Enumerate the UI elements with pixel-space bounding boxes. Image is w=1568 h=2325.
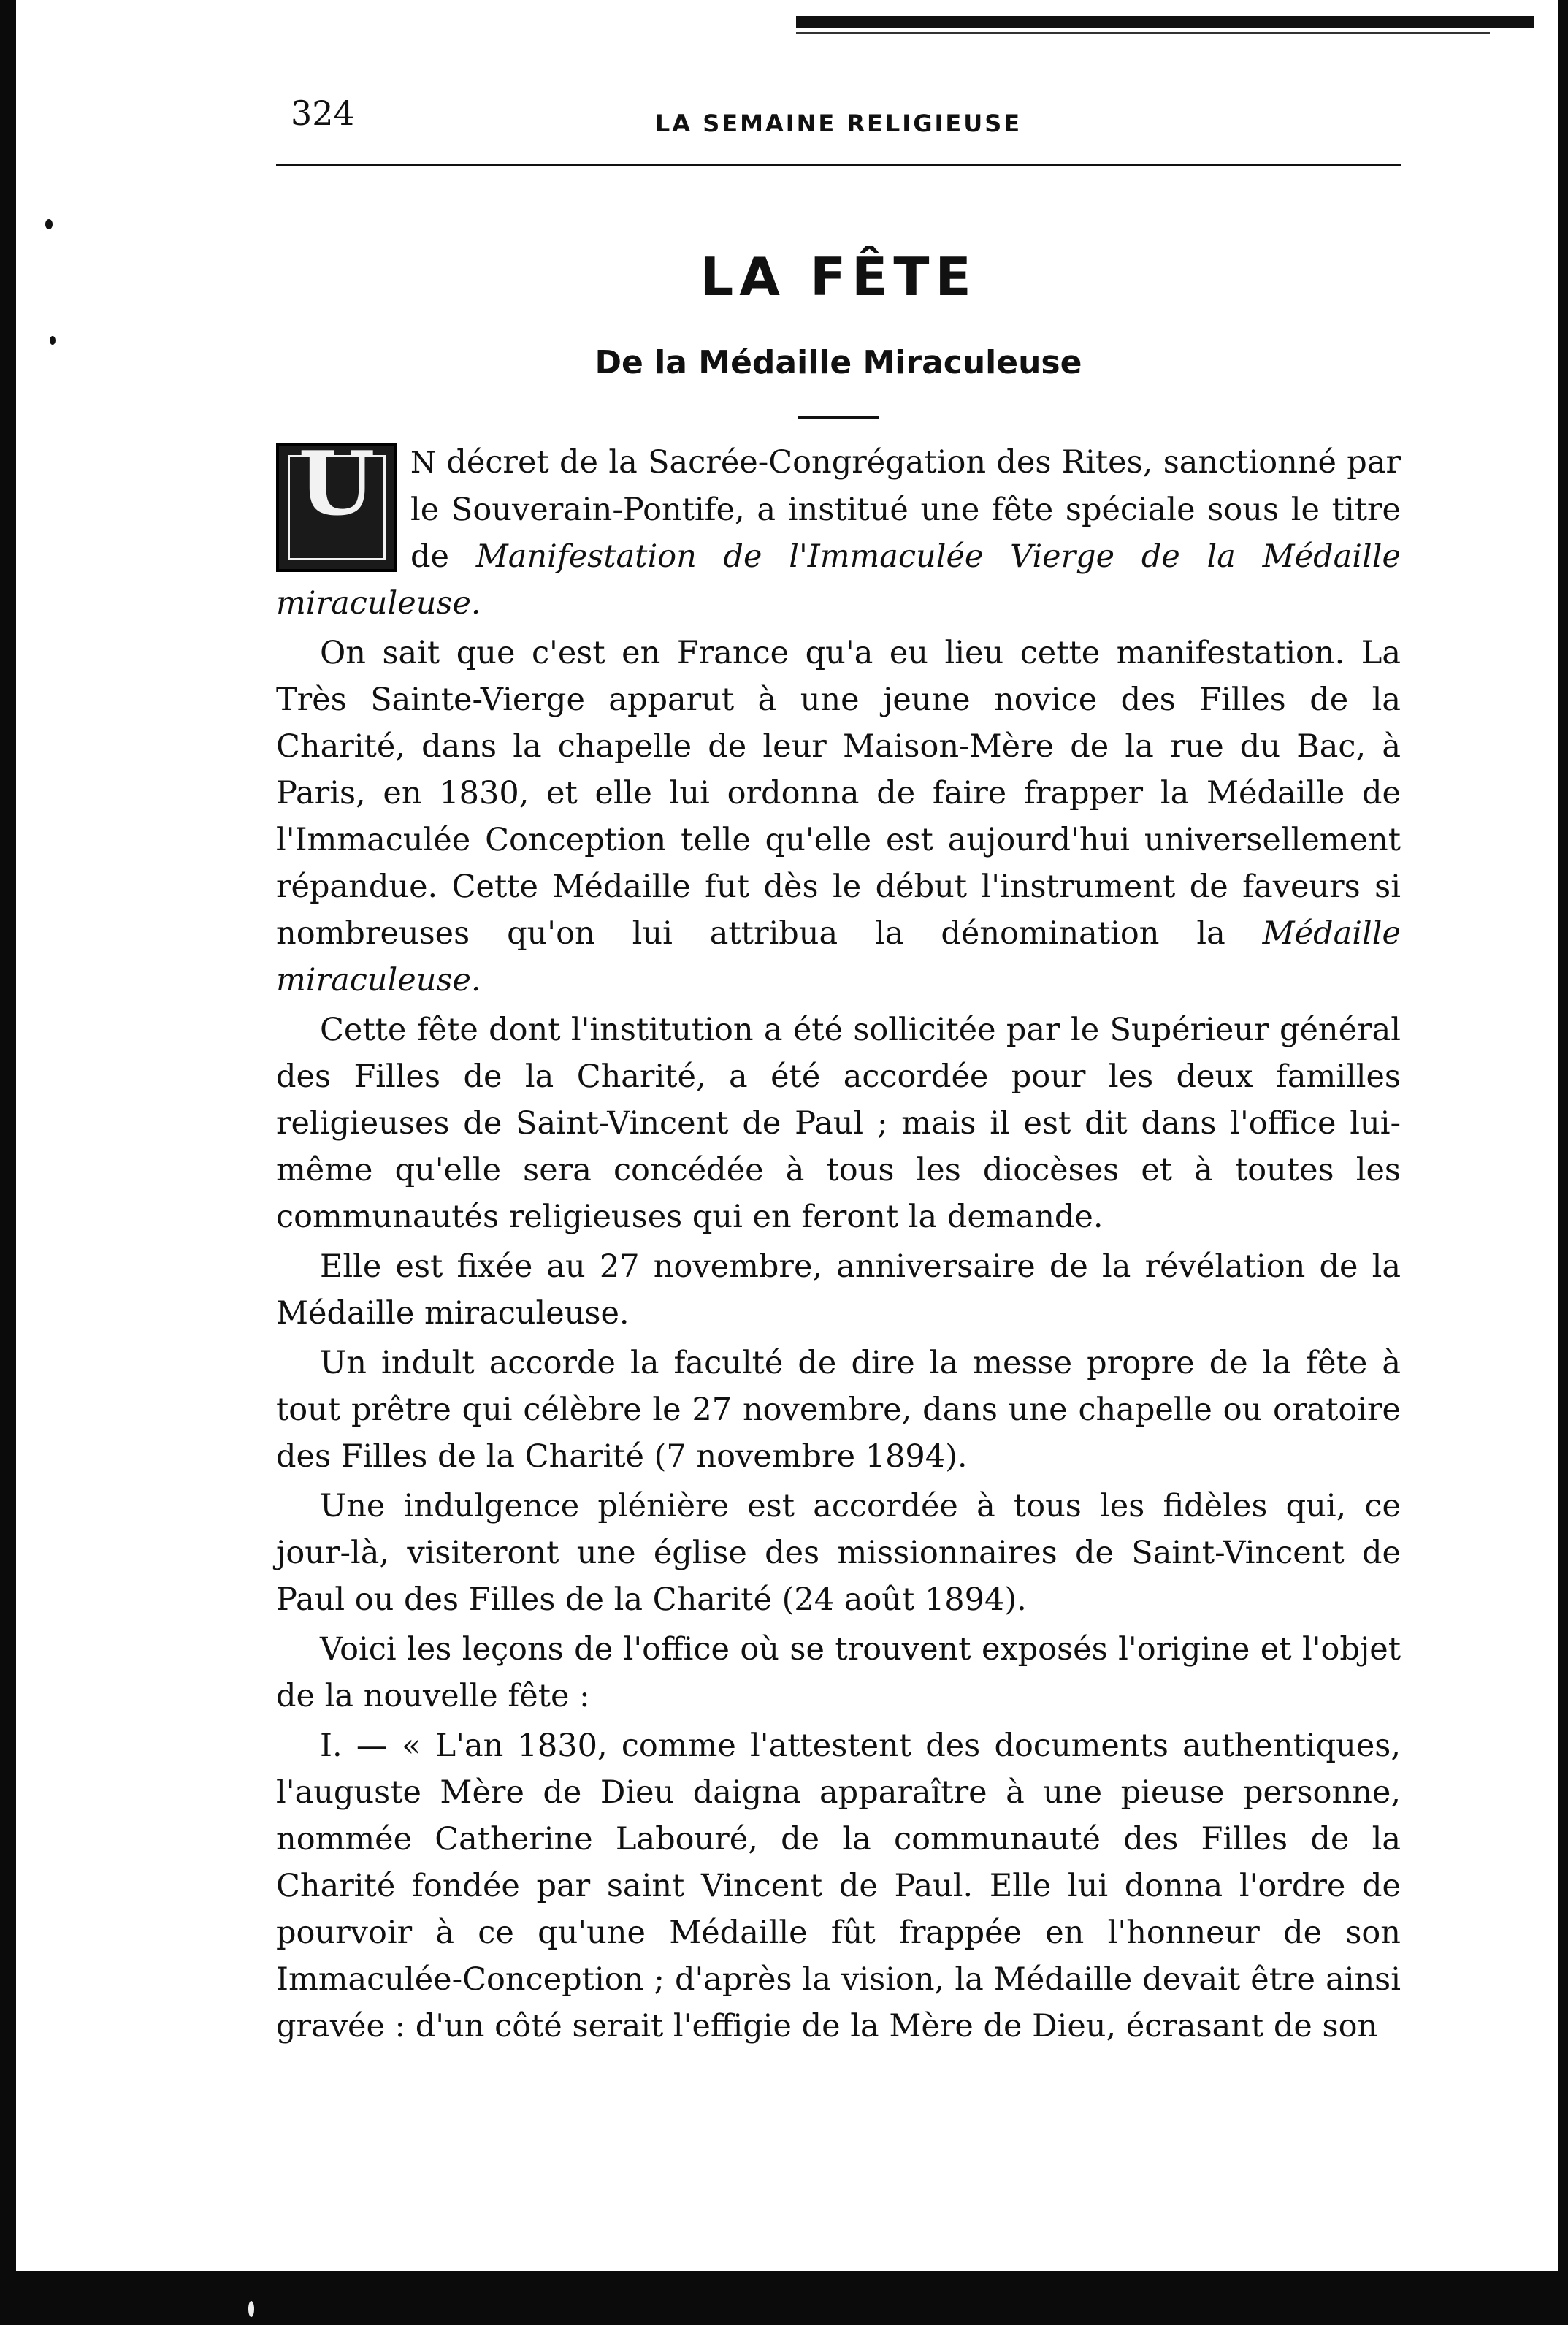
paragraph: Une indulgence plénière est accordée à tous les fidèles qui, ce jour-là, visiteront une église des missionnaires de Saint-Vincent de Paul ou des Filles de la Charité (24 août 1894). (276, 1488, 1401, 1618)
drop-cap-continuation: N (410, 446, 436, 480)
scan-speck (45, 219, 53, 229)
paragraph: I. — « L'an 1830, comme l'attestent des documents authentiques, l'auguste Mère de Dieu daigna apparaître à une pieuse personne, nommée Catherine Labouré, de la communauté des Filles de la Charité fondée par saint Vincent de Paul. Elle lui donna l'ordre de pourvoir à ce qu'une Médaille fût frappée en l'honneur de son Immaculée-Conception ; d'après la vision, la Médaille devait être ainsi gravée : d'un côté serait l'effigie de la Mère de Dieu, écrasant de son (276, 1727, 1401, 2045)
drop-cap-ornament (276, 432, 397, 572)
page-number: 324 (291, 93, 355, 133)
scan-edge-left (0, 0, 16, 2325)
title-divider (798, 416, 879, 419)
article-subtitle: De la Médaille Miraculeuse (594, 344, 1082, 381)
paragraph-text: On sait que c'est en France qu'a eu lieu cette manifestation. La Très Sainte-Vierge apparut à une jeune novice des Filles de la Charité, dans la chapelle de leur Maison-Mère de la rue du Bac, à Paris, en 1830, et elle lui ordonna de faire frapper la Médaille de l'Immaculée Conception telle qu'elle est aujourd'hui universellement répandue. Cette Médaille fut dès le début l'instrument de faveurs si nombreuses qu'on lui attribua la dénomination la (276, 635, 1401, 952)
paragraph: Elle est fixée au 27 novembre, anniversaire de la révélation de la Médaille miraculeuse. (276, 1248, 1401, 1332)
paragraph: Cette fête dont l'institution a été sollicitée par le Supérieur général des Filles de la Charité, a été accordée pour les deux familles religieuses de Saint-Vincent de Paul ; mais il est dit dans l'office lui-même qu'elle sera concédée à tous les diocèses et à toutes les communautés religieuses qui en feront la demande. (276, 1012, 1401, 1235)
running-head (276, 80, 1401, 146)
scan-edge-top-line (796, 32, 1490, 34)
journal-title: LA SEMAINE RELIGIEUSE (654, 110, 1022, 137)
italic-title: Manifestation de l'Immaculée Vierge de la Médaille miraculeuse. (276, 538, 1401, 622)
scan-edge-bottom (0, 2271, 1568, 2325)
paragraph-text: décret de la Sacrée-Congrégation des Rites, sanctionné par le Souverain-Pontife, a institué une fête spéciale sous le titre de (410, 444, 1401, 575)
page (276, 80, 1401, 2053)
paragraph (276, 630, 1401, 1004)
scan-edge-top (796, 16, 1534, 28)
paragraph: Un indult accorde la faculté de dire la messe propre de la fête à tout prêtre qui célèbre le 27 novembre, dans une chapelle ou oratoire des Filles de la Charité (7 novembre 1894). (276, 1345, 1401, 1475)
article-title: LA FÊTE (700, 246, 977, 308)
drop-cap-letter: U (298, 432, 375, 535)
scan-speck (248, 2301, 254, 2317)
paragraph: Voici les leçons de l'office où se trouvent exposés l'origine et l'objet de la nouvelle fête : (276, 1631, 1401, 1714)
header-rule (276, 164, 1401, 166)
paragraph (276, 432, 1401, 627)
scan-edge-right (1558, 0, 1568, 2325)
italic-term: Médaille miraculeuse. (276, 915, 1401, 999)
article-body (276, 432, 1401, 2050)
scan-speck (50, 336, 56, 345)
